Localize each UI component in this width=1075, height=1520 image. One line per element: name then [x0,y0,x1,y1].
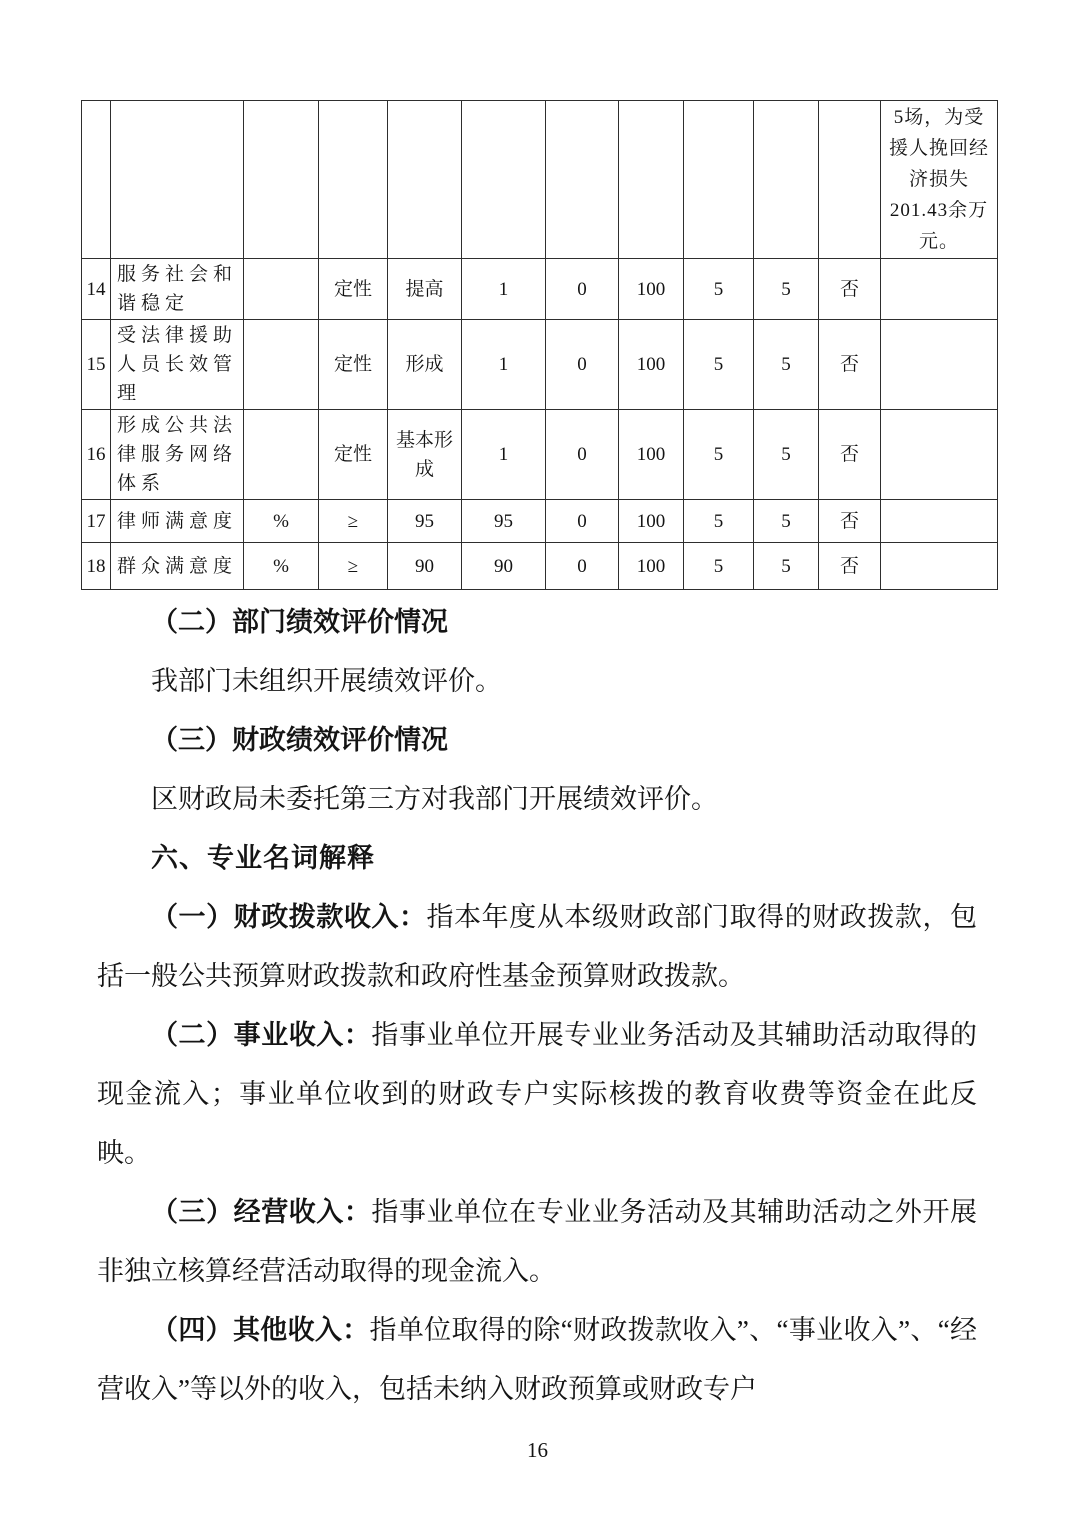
indicator-name-cell: 受法律援助人员长效管理 [111,320,244,410]
note-cell [881,543,998,590]
table-cell [754,101,819,259]
table-cell: 1 [462,320,546,410]
definition-operating-income [97,1183,977,1301]
para-fiscal-evaluation: 区财政局未委托第三方对我部门开展绩效评价。 [151,784,718,814]
table-cell: 1 [462,259,546,320]
note-cell: 5场，为受援人挽回经济损失201.43余万元。 [881,101,998,259]
table-cell: 95 [462,500,546,543]
definition-lead: （四）其他收入： [151,1315,370,1345]
indicator-name-cell: 群众满意度 [111,543,244,590]
table-row [82,320,998,410]
table-cell: 否 [819,543,881,590]
table-cell: 否 [819,320,881,410]
table-row [82,500,998,543]
table-row [82,259,998,320]
table-cell: 100 [619,259,684,320]
table-cell: 否 [819,259,881,320]
para-dept-evaluation: 我部门未组织开展绩效评价。 [151,666,502,696]
definition-body: 指本年度从本级财政部门取得的财政拨款，包括一般公共预算财政拨款和政府性基金预算财政拨款。 [97,902,978,991]
table-cell: 提高 [388,259,462,320]
table-cell: 100 [619,410,684,500]
table-cell: 定性 [319,410,388,500]
table-cell: 100 [619,320,684,410]
table-cell: 100 [619,500,684,543]
table-cell: 5 [754,320,819,410]
table-cell: 基本形成 [388,410,462,500]
table-cell: 1 [462,410,546,500]
table-cell: 0 [546,410,619,500]
definition-body: 指事业单位开展专业业务活动及其辅助活动取得的现金流入；事业单位收到的财政专户实际核拨的教育收费等资金在此反映。 [97,1020,978,1168]
table-row [82,543,998,590]
definition-body: 指事业单位在专业业务活动及其辅助活动之外开展非独立核算经营活动取得的现金流入。 [97,1197,978,1286]
row-number-cell: 14 [82,259,111,320]
definition-other-income [97,1301,977,1419]
definition-lead: （三）经营收入： [151,1197,372,1227]
note-cell [881,259,998,320]
table-cell: 定性 [319,320,388,410]
body-text [97,593,977,1419]
row-number-cell: 15 [82,320,111,410]
table-cell: 0 [546,259,619,320]
table-cell: 90 [462,543,546,590]
table-cell: 形成 [388,320,462,410]
definition-lead: （一）财政拨款收入： [151,902,427,932]
table-cell: 定性 [319,259,388,320]
page-number: 16 [527,1438,548,1462]
table-cell: 5 [684,259,754,320]
table-cell [819,101,881,259]
note-cell [881,500,998,543]
table-cell: 5 [684,410,754,500]
heading-fiscal-evaluation: （三）财政绩效评价情况 [151,725,448,755]
row-number-cell: 17 [82,500,111,543]
table-cell [244,320,319,410]
note-cell [881,410,998,500]
note-cell [881,320,998,410]
table-cell: 0 [546,543,619,590]
table-cell: 0 [546,320,619,410]
heading-dept-evaluation: （二）部门绩效评价情况 [151,607,448,637]
table-cell: ≥ [319,543,388,590]
table-cell [319,101,388,259]
table-cell: 5 [684,320,754,410]
table-row [82,410,998,500]
table-cell [546,101,619,259]
table-cell: 5 [754,410,819,500]
table-cell [244,410,319,500]
indicator-name-cell [111,101,244,259]
table-cell: 0 [546,500,619,543]
table-cell: 95 [388,500,462,543]
row-number-cell: 18 [82,543,111,590]
row-number-cell: 16 [82,410,111,500]
indicator-name-cell: 律师满意度 [111,500,244,543]
table-row [82,101,998,259]
table-cell [619,101,684,259]
table-cell [244,259,319,320]
definition-business-income [97,1006,977,1183]
indicator-name-cell: 服务社会和谐稳定 [111,259,244,320]
row-number-cell [82,101,111,259]
table-cell [684,101,754,259]
performance-indicator-table [81,100,998,590]
table-cell: % [244,543,319,590]
table-cell [462,101,546,259]
definition-body: 指单位取得的除“财政拨款收入”、“事业收入”、“经营收入”等以外的收入，包括未纳入财政预算或财政专户 [97,1315,978,1404]
heading-terminology: 六、专业名词解释 [151,843,375,873]
table-cell: 否 [819,500,881,543]
table-cell: % [244,500,319,543]
table-cell: 否 [819,410,881,500]
table-cell [244,101,319,259]
definition-lead: （二）事业收入： [151,1020,372,1050]
table-cell: 5 [754,259,819,320]
table-cell: 5 [754,500,819,543]
indicator-name-cell: 形成公共法律服务网络体系 [111,410,244,500]
definition-fiscal-appropriation-income [97,888,977,1006]
table-cell [388,101,462,259]
table-cell: ≥ [319,500,388,543]
table-cell: 5 [684,500,754,543]
table-cell: 90 [388,543,462,590]
table-cell: 5 [684,543,754,590]
table-cell: 100 [619,543,684,590]
table-cell: 5 [754,543,819,590]
